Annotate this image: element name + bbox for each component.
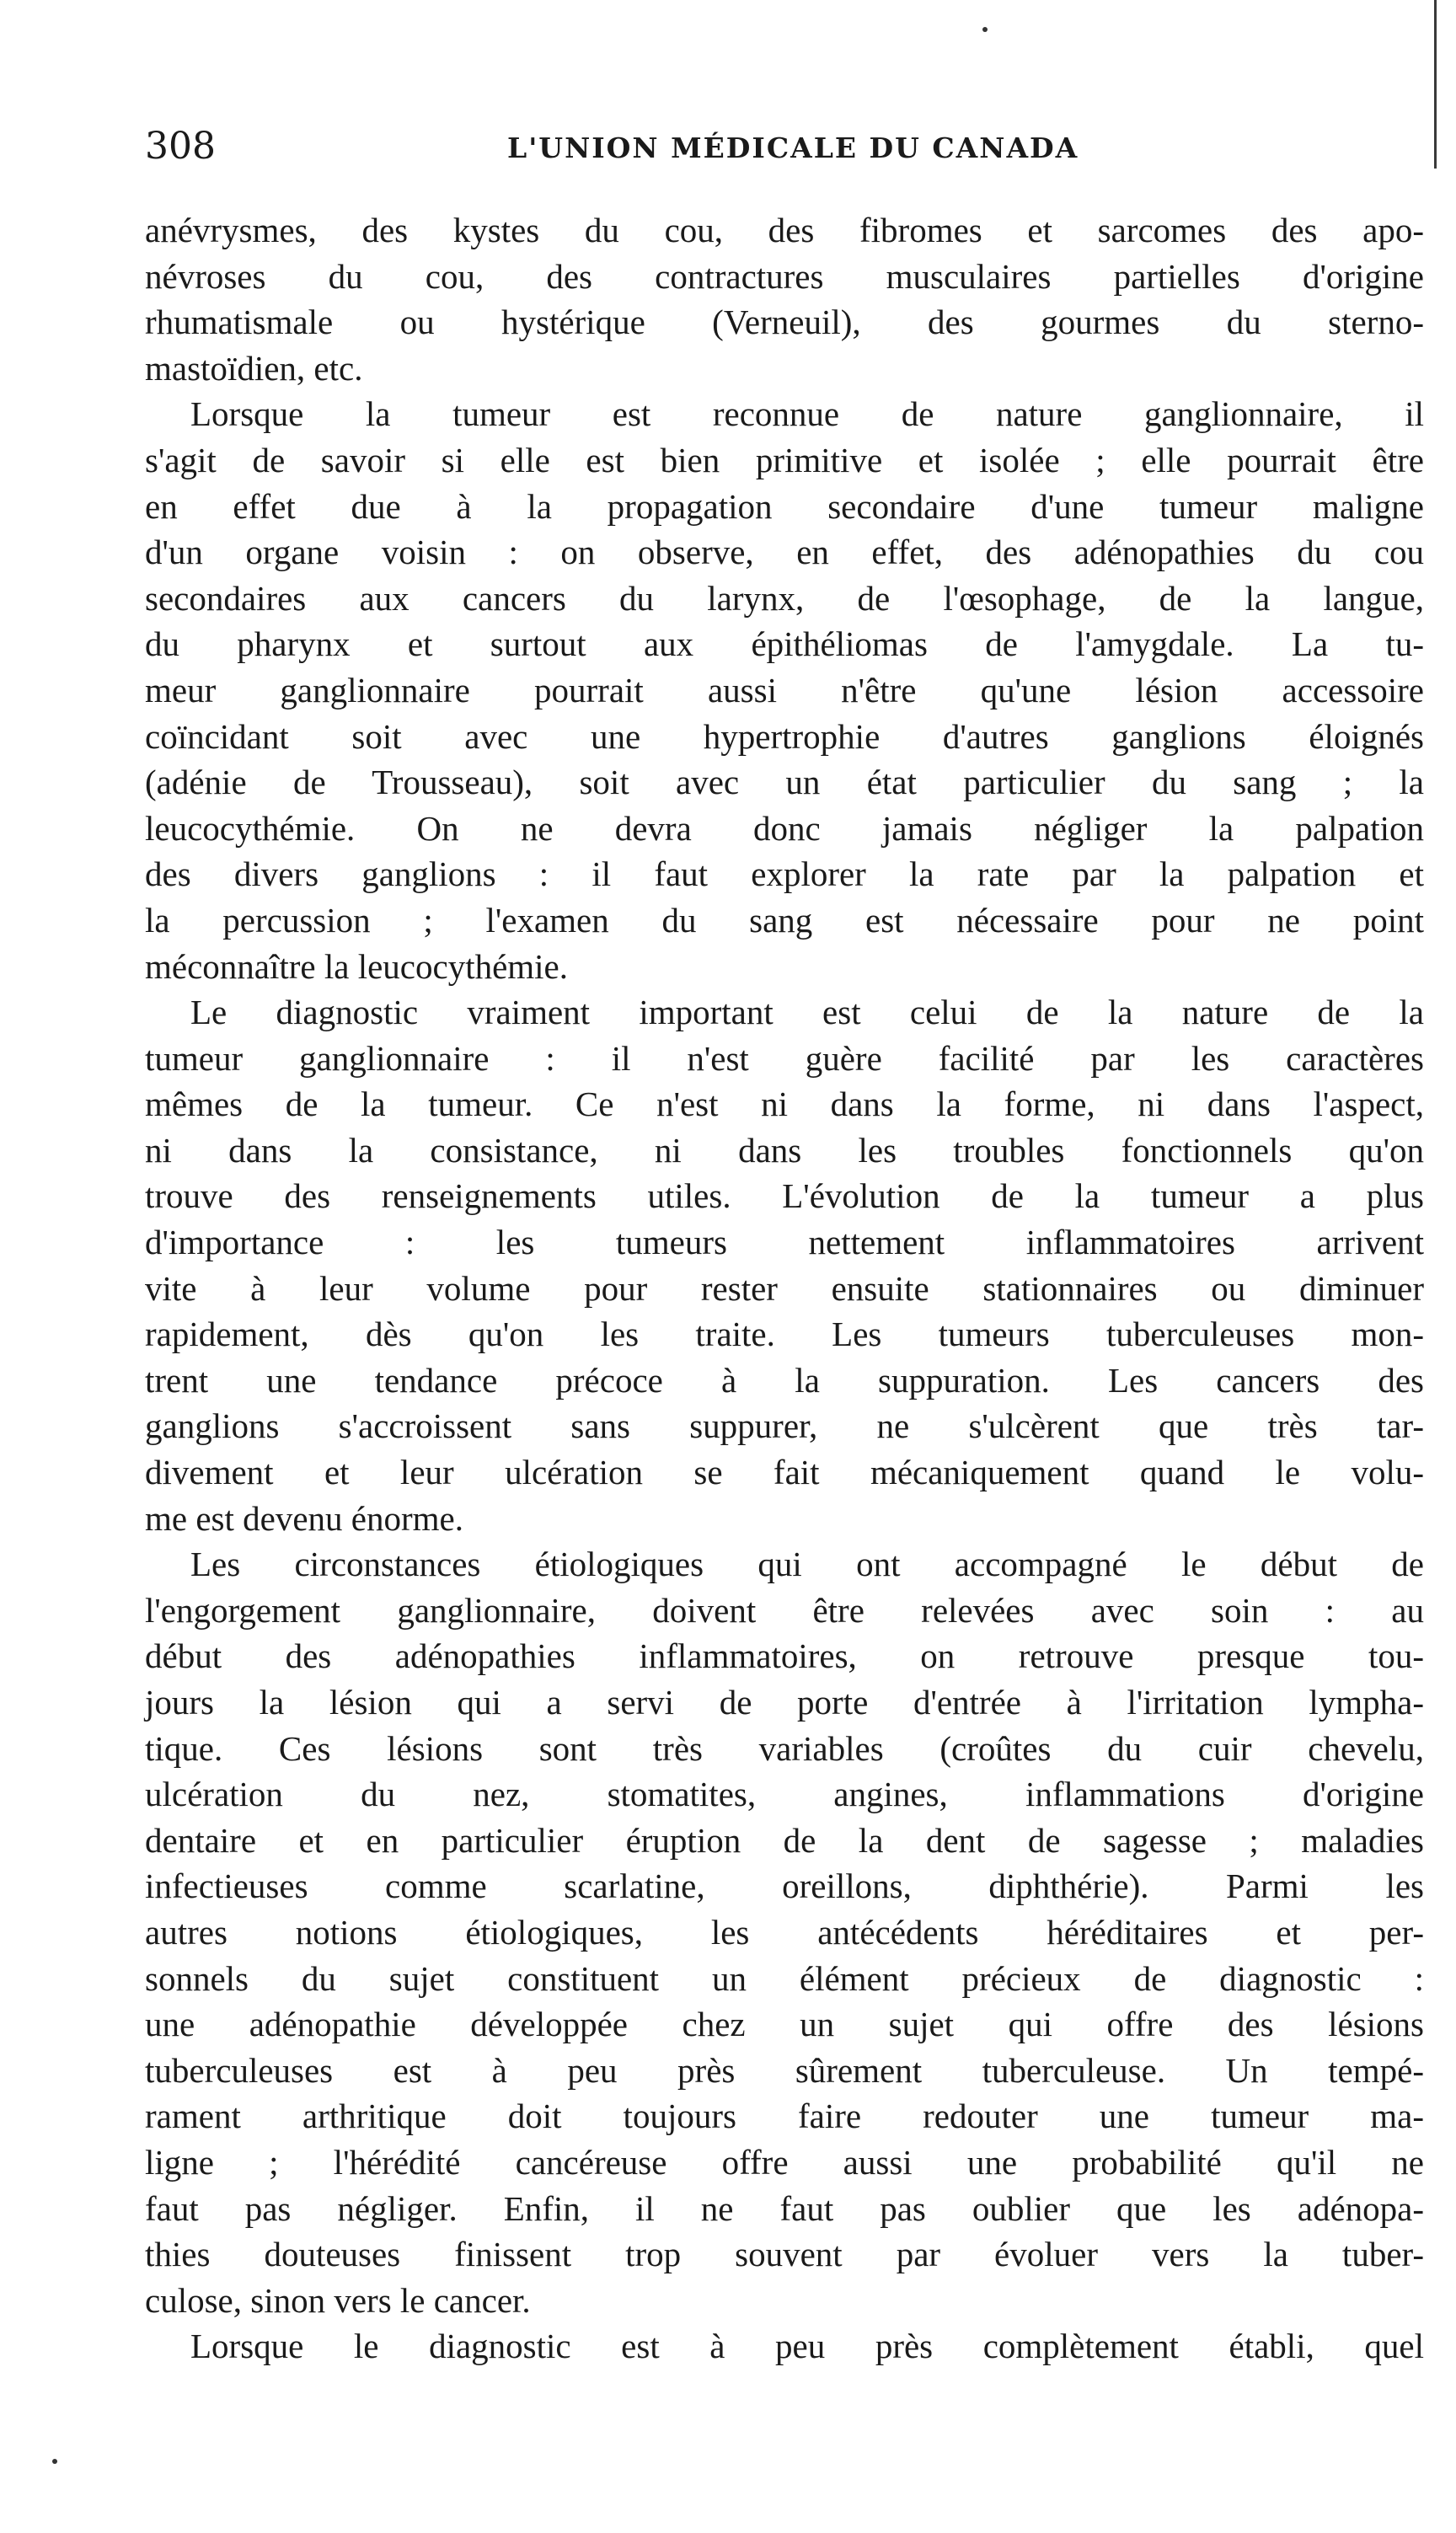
- ink-speck: [982, 27, 988, 32]
- text-line: ni dans la consistance, ni dans les troubles fonctionnels qu'on: [145, 1130, 1424, 1170]
- text-line: rhumatismale ou hystérique (Verneuil), des gourmes du sterno-: [145, 303, 1424, 342]
- text-line: du pharynx et surtout aux épithéliomas de l'amygdale. La tu-: [145, 624, 1424, 664]
- text-line: tumeur ganglionnaire : il n'est guère facilité par les caractères: [145, 1038, 1424, 1078]
- text-line: ulcération du nez, stomatites, angines, inflammations d'origine: [145, 1775, 1424, 1814]
- text-line: infectieuses comme scarlatine, oreillons, diphthérie). Parmi les: [145, 1866, 1424, 1906]
- text-line: ganglions s'accroissent sans suppurer, ne s'ulcèrent que très tar-: [145, 1406, 1424, 1446]
- text-line: des divers ganglions : il faut explorer la rate par la palpation et: [145, 854, 1424, 894]
- text-line: autres notions étiologiques, les antécédents héréditaires et per-: [145, 1912, 1424, 1952]
- page-edge-line: [1434, 0, 1437, 169]
- text-line: méconnaître la leucocythémie.: [145, 946, 569, 986]
- text-line: mêmes de la tumeur. Ce n'est ni dans la forme, ni dans l'aspect,: [145, 1084, 1424, 1124]
- text-line: trouve des renseignements utiles. L'évolution de la tumeur a plus: [145, 1176, 1424, 1216]
- text-line: en effet due à la propagation secondaire d'une tumeur maligne: [145, 486, 1424, 526]
- body-text: [145, 207, 1424, 2370]
- text-line: d'importance : les tumeurs nettement inflammatoires arrivent: [145, 1223, 1424, 1262]
- text-line: début des adénopathies inflammatoires, on retrouve presque tou-: [145, 1636, 1424, 1676]
- text-line: d'un organe voisin : on observe, en effet, des adénopathies du cou: [145, 533, 1424, 572]
- text-line: me est devenu énorme.: [145, 1498, 463, 1538]
- text-line: divement et leur ulcération se fait mécaniquement quand le volu-: [145, 1453, 1424, 1492]
- text-line: meur ganglionnaire pourrait aussi n'être qu'une lésion accessoire: [145, 670, 1424, 710]
- text-line: tuberculeuses est à peu près sûrement tuberculeuse. Un tempé-: [145, 2050, 1424, 2090]
- text-line: rapidement, dès qu'on les traite. Les tumeurs tuberculeuses mon-: [145, 1315, 1424, 1354]
- text-line: thies douteuses finissent trop souvent par évoluer vers la tuber-: [145, 2235, 1424, 2274]
- text-line: une adénopathie développée chez un sujet qui offre des lésions: [145, 2005, 1424, 2044]
- text-line: coïncidant soit avec une hypertrophie d'autres ganglions éloignés: [145, 716, 1424, 756]
- text-line: secondaires aux cancers du larynx, de l'œsophage, de la langue,: [145, 578, 1424, 618]
- text-line: ligne ; l'hérédité cancéreuse offre aussi une probabilité qu'il ne: [145, 2142, 1424, 2182]
- page-number: 308: [145, 125, 216, 168]
- text-line: Lorsque la tumeur est reconnue de nature ganglionnaire, il: [190, 394, 1424, 434]
- text-line: névroses du cou, des contractures musculaires partielles d'origine: [145, 256, 1424, 296]
- text-line: vite à leur volume pour rester ensuite stationnaires ou diminuer: [145, 1268, 1424, 1308]
- text-line: (adénie de Trousseau), soit avec un état particulier du sang ; la: [145, 763, 1424, 802]
- text-line: anévrysmes, des kystes du cou, des fibromes et sarcomes des apo-: [145, 211, 1424, 249]
- text-line: sonnels du sujet constituent un élément précieux de diagnostic :: [145, 1958, 1424, 1998]
- text-line: la percussion ; l'examen du sang est nécessaire pour ne point: [145, 900, 1424, 940]
- running-title: L'UNION MÉDICALE DU CANADA: [507, 131, 1079, 164]
- text-line: s'agit de savoir si elle est bien primitive et isolée ; elle pourrait être: [145, 440, 1424, 479]
- text-line: leucocythémie. On ne devra donc jamais négliger la palpation: [145, 808, 1424, 848]
- text-line: faut pas négliger. Enfin, il ne faut pas oublier que les adénopa-: [145, 2188, 1424, 2228]
- text-line: trent une tendance précoce à la suppuration. Les cancers des: [145, 1360, 1424, 1400]
- page-header: [145, 125, 1409, 175]
- text-line: Le diagnostic vraiment important est celui de la nature de la: [190, 993, 1424, 1032]
- text-line: tique. Ces lésions sont très variables (croûtes du cuir chevelu,: [145, 1728, 1424, 1768]
- ink-speck: [52, 2459, 57, 2464]
- text-line: culose, sinon vers le cancer.: [145, 2280, 531, 2320]
- text-line: dentaire et en particulier éruption de la dent de sagesse ; maladies: [145, 1820, 1424, 1860]
- text-line: rament arthritique doit toujours faire redouter une tumeur ma-: [145, 2097, 1424, 2136]
- text-line: Les circonstances étiologiques qui ont accompagné le début de: [190, 1545, 1424, 1584]
- text-line: mastoïdien, etc.: [145, 348, 363, 388]
- text-line: l'engorgement ganglionnaire, doivent être relevées avec soin : au: [145, 1590, 1424, 1630]
- text-line: jours la lésion qui a servi de porte d'entrée à l'irritation lympha-: [145, 1683, 1424, 1722]
- text-line: Lorsque le diagnostic est à peu près complètement établi, quel: [190, 2327, 1424, 2366]
